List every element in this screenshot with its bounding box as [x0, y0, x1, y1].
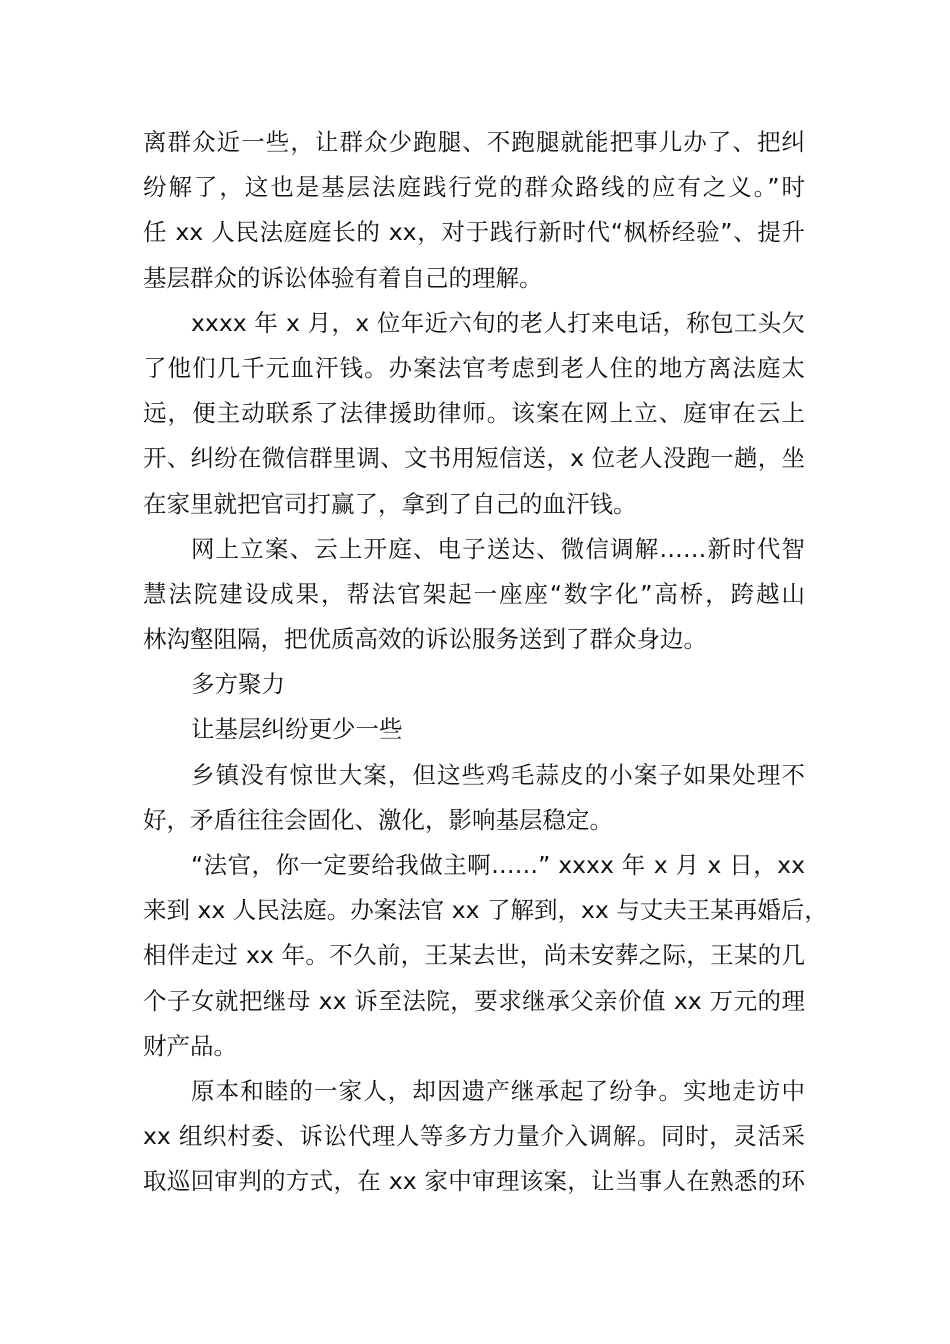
paragraph-line: 取巡回审判的方式，在 xx 家中审理该案，让当事人在熟悉的环: [143, 1167, 805, 1196]
paragraph-line: xx 组织村委、诉讼代理人等多方力量介入调解。同时，灵活采: [143, 1122, 805, 1151]
paragraph-line: 来到 xx 人民法庭。办案法官 xx 了解到，xx 与丈夫王某再婚后，: [143, 896, 828, 925]
paragraph-line: 任 xx 人民法庭庭长的 xx，对于践行新时代“枫桥经验”、提升: [143, 218, 805, 247]
paragraph-line: 基层群众的诉讼体验有着自己的理解。: [143, 263, 543, 292]
paragraph-line: 乡镇没有惊世大案，但这些鸡毛蒜皮的小案子如果处理不: [191, 760, 805, 789]
paragraph-line: 网上立案、云上开庭、电子送达、微信调解……新时代智: [191, 534, 805, 563]
paragraph-line: 在家里就把官司打赢了，拿到了自己的血汗钱。: [143, 489, 637, 518]
paragraph-line: 好，矛盾往往会固化、激化，影响基层稳定。: [143, 805, 613, 834]
paragraph-line: 相伴走过 xx 年。不久前，王某去世，尚未安葬之际，王某的几: [143, 941, 805, 970]
document-page: [143, 120, 828, 1205]
paragraph-line: 多方聚力: [191, 670, 285, 699]
paragraph-line: 离群众近一些，让群众少跑腿、不跑腿就能把事儿办了、把纠: [143, 128, 805, 156]
paragraph-line: 纷解了，这也是基层法庭践行党的群众路线的应有之义。”时: [143, 173, 805, 202]
paragraph-line: 原本和睦的一家人，却因遗产继承起了纷争。实地走访中: [191, 1076, 805, 1105]
paragraph-line: 了他们几千元血汗钱。办案法官考虑到老人住的地方离法庭太: [143, 353, 805, 382]
paragraph-line: 林沟壑阻隔，把优质高效的诉讼服务送到了群众身边。: [143, 625, 707, 654]
paragraph-line: 开、纠纷在微信群里调、文书用短信送，x 位老人没跑一趟，坐: [143, 444, 805, 473]
paragraph-line: 慧法院建设成果，帮法官架起一座座“数字化”高桥，跨越山: [143, 579, 805, 608]
paragraph-line: 远，便主动联系了法律援助律师。该案在网上立、庭审在云上: [143, 399, 805, 428]
paragraph-line: 个子女就把继母 xx 诉至法院，要求继承父亲价值 xx 万元的理: [143, 986, 805, 1015]
paragraph-line: “法官，你一定要给我做主啊……” xxxx 年 x 月 x 日，xx: [191, 851, 805, 879]
paragraph-line: xxxx 年 x 月，x 位年近六旬的老人打来电话，称包工头欠: [191, 308, 805, 337]
paragraph-line: 让基层纠纷更少一些: [191, 715, 403, 744]
paragraph-line: 财产品。: [143, 1031, 237, 1060]
